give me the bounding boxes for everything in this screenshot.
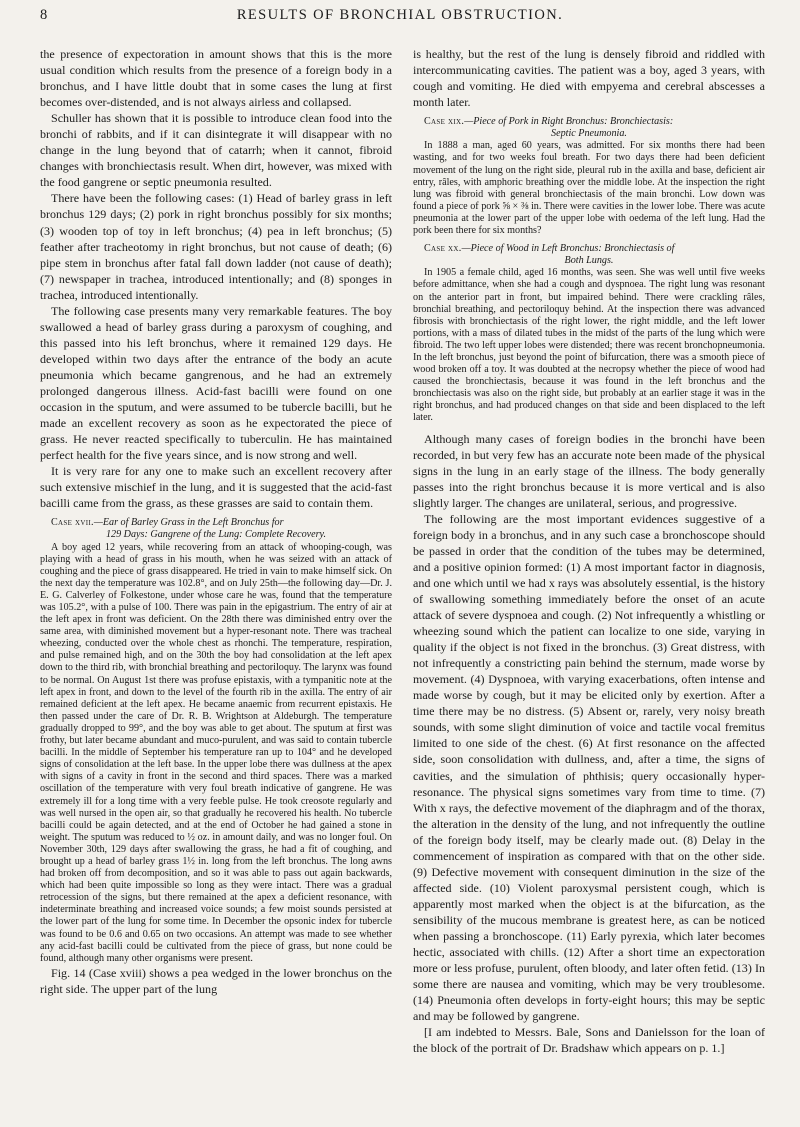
running-title: RESULTS OF BRONCHIAL OBSTRUCTION.	[236, 7, 564, 23]
case-body: In 1905 a female child, aged 16 months, was seen. She was well until five weeks before admittance, when she had a cough and dyspnoea. The right lung was resonant on the anterior part in front, but impaired behind. There were crackling râles, bronchial breathing, and pectoriloquy behind. At the inspection there was advanced fibrosis with bronchiectasis of the right lower, the right middle, and the left lower portions, with a mass of dilated tubes in the midst of the parts of the lung which were fibroid. The two left upper lobes were distended; there was recent bronchopneumonia. In the left bronchus, just beyond the point of bifurcation, there was a smooth piece of wood broken off a toy. It was doubted at the necropsy whether the piece of wood had caused the bronchiectasis, because it was found in the left bronchus and the bronchiectasis was also on the right side, but probably at an earlier stage it was in the right bronchus, and had produced changes on that side and been displaced to the left later.	[413, 267, 765, 424]
left-column	[40, 46, 392, 997]
paragraph: It is very rare for any one to make such an excellent recovery after such extensive mischief in the lung, and it is suggested that the acid-fast bacilli came from the grass, as these grasses are said to contain them.	[40, 464, 392, 511]
case-subtitle: 129 Days: Gangrene of the Lung: Complete Recovery.	[105, 529, 327, 541]
right-column	[413, 46, 765, 1056]
case-title: —Ear of Barley Grass in the Left Bronchus for	[93, 517, 284, 529]
paragraph: is healthy, but the rest of the lung is densely fibroid and riddled with intercommunicating cavities. The patient was a boy, aged 3 years, with cough and vomiting. He died with empyema and cerebral abscesses a month later.	[413, 47, 765, 110]
paragraph: Fig. 14 (Case xviii) shows a pea wedged in the lower bronchus on the right side. The upper part of the lung	[40, 965, 392, 996]
case-label: Case xix.	[424, 116, 465, 128]
paragraph: Although many cases of foreign bodies in the bronchi have been recorded, in but very few has an accurate note been made of the physical signs in the lung in an early stage of the illness. The body generally passes into the right bronchus because it is more vertical and is also slightly larger. The changes are unilateral, serious, and progressive.	[413, 431, 765, 510]
paragraph: Schuller has shown that it is possible to introduce clean food into the bronchi of rabbits, and if it can disintegrate it will disappear with no change in the lung beyond that of catarrh; when it cannot, fibroid changes with bronchiectasis result. When dirt, however, was mixed with the food gangrene or septic pneumonia resulted.	[40, 111, 392, 190]
paragraph: The following are the most important evidences suggestive of a foreign body in a bronchus, and in any such case a bronchoscope should be passed in order that the condition of the tubes may be determined, and a positive opinion formed: (1) A most important factor in diagnosis, and one which until we had x rays was absolutely essential, is the history of swallowing something immediately before the onset of an acute attack of severe dyspnoea and cough. (2) Not infrequently a whistling or wheezing sound which the patient can localize to one side, varying in quality if the object is not fixed in the bronchus. (3) Great distress, with not infrequently a constricting pain behind the sternum, made worse by movement. (4) Dyspnoea, with varying exacerbations, often intense and made worse by cough, but it may be elicited only by exertion. After a time there may be no distress. (5) Absent or, rarely, very noisy breath sounds, with some slight diminution of voice and tactile vocal fremitus limited to one side of the chest. (6) At first resonance on the affected side, soon consolidation with dullness, and, after a time, the signs of cavities, and the simulation of phthisis; query occasionally hyper-resonance. The physical signs sometimes vary from time to time. (7) With x rays, the defective movement of the diaphragm and of the thorax, the alteration in the density of the lung, and not infrequently the outline of the foreign body itself, may be clearly made out. (8) Delay in the commencement of inspiration as compared with that on the other side. (9) Defective movement with consequent diminution in the size of the affected side. (10) Violent paroxysmal persistent cough, which is apparently most marked when the object is at the bifurcation, as the sensibility of the mucous membrane is greatest here, as can be noticed when passing a bronchoscope. (11) Early pyrexia, which later becomes hectic, associated with chills. (12) After a short time an expectoration more or less profuse, purulent, often bloody, and later often fetid. (13) In some there are nausea and vomiting, which may be very troublesome. (14) Pneumonia often develops in forty-eight hours; this may be septic and may be followed by gangrene.	[413, 511, 765, 1024]
paragraph: There have been the following cases: (1) Head of barley grass in left bronchus 129 days; (2) pork in right bronchus possibly for six months; (3) wooden top of toy in left bronchus; (4) pea in left bronchus; (5) feather after tracheotomy in right bronchus, but not cause of death; (6) pipe stem in bronchus after fatal fall down ladder (not cause of death); (7) newspaper in trachea, introduced intentionally; and (8) sponges in trachea, introduced intentionally.	[40, 191, 392, 302]
case-report-xvii	[40, 517, 392, 964]
case-body: In 1888 a man, aged 60 years, was admitted. For six months there had been wasting, and for two weeks foul breath. For two days there had been deficient movement of the lung on the right side, pleural rub in the axilla and base, deficient air entry, râles, with amphoric breathing over the middle lobe. At the inspection the right lung was fibroid with general bronchiectasis of the main bronchi. Low down was found a piece of pork ⅝ × ⅜ in. There were cavities in the lower lobe. There was acute pneumonia at the lower part of the upper lobe with oedema of the left lung. Had the pork been there for six months?	[413, 140, 765, 237]
case-title: —Piece of Pork in Right Bronchus: Bronchiectasis:	[464, 116, 674, 128]
case-title: —Piece of Wood in Left Bronchus: Bronchiectasis of	[461, 243, 675, 255]
case-body: A boy aged 12 years, while recovering from an attack of whooping-cough, was playing with a head of grass in his mouth, when he was seized with an attack of coughing and the piece of grass disappeared. He tried in vain to make himself sick. On the next day the temperature was 102.8°, and on July 25th—the following day—Dr. J. E. G. Calverley of Folkestone, under whose care he was, found that the temperature was 105.2°, with a pulse of 100. There was pain in the epigastrium. The entry of air at the left apex in front was deficient. On the 28th there was diminished entry over the same area, with diminished movement but a hyper-resonant note. There was tracheal wheezing, conducted over the whole chest as rhonchi. The temperature, respiration, and pulse remained high, and on the 30th the boy had consolidation at the left apex down to the third rib, with bronchial breathing and pectoriloquy. The larynx was found to be normal. On August 1st there was profuse epistaxis, with a tympanitic note at the left apex in front, and down to the level of the fourth rib in the axilla. The entry of air remained deficient at the left apex. He became anaemic from recurrent epistaxis. He then passed under the care of Dr. R. B. Wrightson at Aldeburgh. The temperature gradually dropped to 99°, and the boy was able to get about. The sputum at first was frothy, but later became abundant and muco-purulent, and was said to contain tubercle bacilli. In the middle of September his temperature ran up to 104° and he developed signs of consolidation at the left base. In the upper lobe there was dullness at the apex with signs of a cavity in front in the second and third spaces. There was a marked oscillation of the temperature with very foul breath indicative of gangrene. He was extremely ill for a long time with a very feeble pulse. He took creosote regularly and was well nursed in the open air, so that gradually he recovered his health. No tubercle bacilli could be again detected, and at the end of October he had gained a stone in weight. The sputum was reduced to ½ oz. in amount daily, and was no longer foul. On November 30th, 129 days after swallowing the grass, he had a fit of coughing, and brought up a head of barley grass 1½ in. long from the left bronchus. The long awns had broken off from decomposition, and so it was able to pass out again backwards, which had been quite impossible so long as they were intact. There was a gradual retrocession of the signs, but there remained at the apex a deficient resonance, with indeterminate breathing and increased voice sounds; a few moist sounds persisted at the lower part of the lung for some time. In December the opsonic index for tubercle was found to be 0.6 and 0.65 on two occasions. An attempt was made to see whether any acid-fast bacilli could be cultivated from the piece of grass, but none could be found, although many other organisms were present.	[40, 541, 392, 964]
case-heading	[40, 517, 392, 529]
case-report-xx	[413, 243, 765, 424]
case-label: Case xx.	[424, 243, 462, 255]
case-heading	[413, 116, 765, 128]
case-subtitle: Both Lungs.	[564, 255, 614, 267]
paragraph: The following case presents many very remarkable features. The boy swallowed a head of barley grass during a paroxysm of coughing, and this passed into his left bronchus, where it remained 129 days. He developed within two days after the entrance of the body an acute pneumonia which became gangrenous, and he had an extremely prolonged dangerous illness. Acid-fast bacilli were found on one occasion in the sputum, and were assumed to be tubercle bacilli, but he made an excellent recovery as soon as he expectorated the piece of grass. He never reacted specifically to tuberculin. He has maintained perfect health for the five years since, and is now strong and well.	[40, 303, 392, 463]
case-report-xix	[413, 116, 765, 237]
paragraph: the presence of expectoration in amount shows that this is the more usual condition which results from the presence of a foreign body in a bronchus, and I have little doubt that in some cases the lung at first becomes over-distended, and is not always airless and collapsed.	[40, 47, 392, 110]
case-subtitle: Septic Pneumonia.	[551, 128, 627, 140]
case-label: Case xvii.	[51, 517, 94, 529]
running-head	[0, 7, 800, 29]
case-heading	[413, 243, 765, 255]
acknowledgement-note: [I am indebted to Messrs. Bale, Sons and Danielsson for the loan of the block of the portrait of Dr. Bradshaw which appears on p. 1.]	[413, 1025, 765, 1056]
page-number: 8	[40, 7, 49, 23]
